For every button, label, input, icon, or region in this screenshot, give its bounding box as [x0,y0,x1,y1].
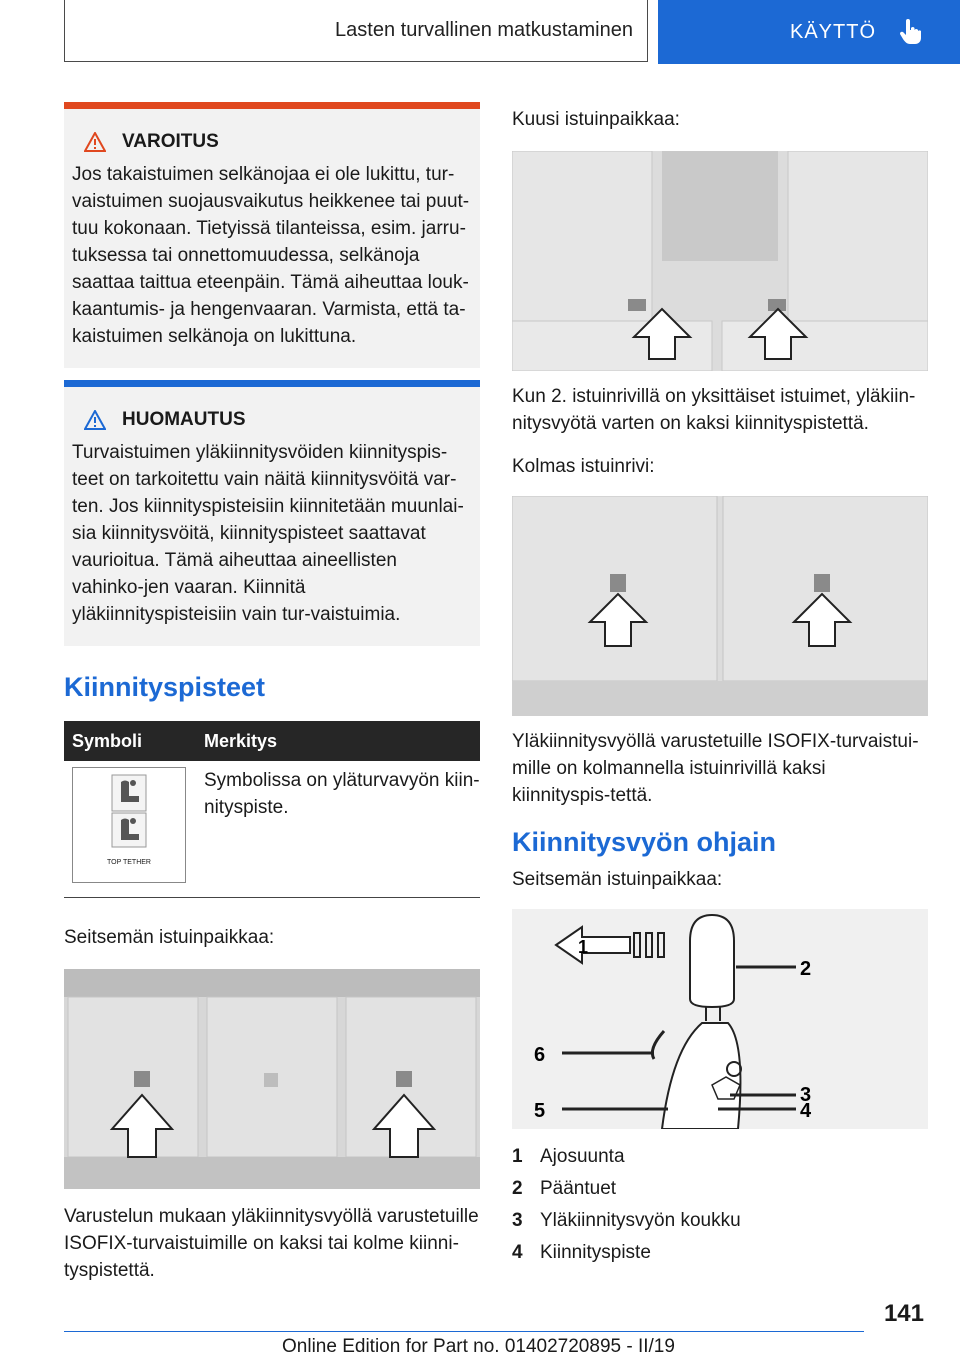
top-tether-symbol [72,767,186,883]
third-row-photo [512,496,928,716]
section-title-belt-guide: Kiinnitysvyön ohjain [512,827,777,857]
meaning-cell: Symbolissa on yläturvavyön kiin‐nityspiste. [204,770,480,818]
warning-box [64,102,480,368]
six-seats-label: Kuusi istuinpaikkaa: [512,109,680,130]
warning-text: Jos takaistuimen selkänojaa ei ole lukittu, tur‐vaistuimen suojausvaikutus heikkenee tai puut‐tuu kokonaan. Tietyissä tilanteissa, esim. jarru‐tuksessa tai onnettomuudessa, selkänoja saattaa taittua eteenpäin. Tämä aiheuttaa louk‐kaantumis- ja hengenvaaran. Varmista, että ta‐kaistuimen selkänoja on lukittuna. [72,164,470,347]
list-item: 1 Ajosuunta [512,1146,625,1167]
diagram-label-4: 4 [800,1100,812,1122]
section-tab[interactable] [658,0,960,64]
third-row-caption: Yläkiinnitysvyöllä varustetuille ISOFIX-turvaistui‐mille on kolmannella istuinrivillä kaksi kiinnityspis‐tettä. [512,731,919,806]
child-seat-anchor-icon [111,774,147,812]
seven-seat-photo [64,969,480,1189]
six-seats-caption: Kun 2. istuinrivillä on yksittäiset istuimet, yläkiin‐nitysvyötä varten on kaksi kiinnityspistettä. [512,386,916,434]
chapter-header [64,0,648,62]
warning-triangle-icon [84,132,106,152]
legend-list [512,1141,928,1269]
chapter-title: Lasten turvallinen matkustaminen [335,19,633,41]
diagram-label-6: 6 [534,1044,546,1066]
caution-triangle-icon [84,410,106,430]
diagram-label-5: 5 [534,1100,546,1122]
seven-seats-label: Seitsemän istuinpaikkaa: [64,927,275,948]
seven-seats-caption: Varustelun mukaan yläkiinnitysvyöllä varustetuille ISOFIX-turvaistuimille on kaksi tai kolme kiinni‐tyspistettä. [64,1206,479,1281]
belt-guide-diagram [512,909,928,1129]
list-item: 2 Pääntuet [512,1178,617,1199]
caution-text: Turvaistuimen yläkiinnitysvöiden kiinnityspis‐teet on tarkoitettu vain näitä kiinnitysvöitä var‐ten. Jos kiinnityspisteisiin kiinnitetään muunlai‐sia kiinnitysvöitä, kiinnityspisteet saattavat vaurioitua. Tämä aiheuttaa aineellisten vahinko‐jen vaaran. Kiinnitä yläkiinnityspisteisiin vain tur‐vaistuimia. [72,442,464,625]
footer-divider [64,1331,864,1332]
left-column [64,102,480,1284]
warning-heading [84,131,472,153]
seven-seats-label-2: Seitsemän istuinpaikkaa: [512,869,723,890]
table-row [64,761,480,893]
diagram-label-1: 1 [578,937,589,957]
third-row-label: Kolmas istuinrivi: [512,456,655,477]
diagram-label-3: 3 [800,1084,812,1106]
top-tether-caption: TOP TETHER [107,859,151,866]
warning-title: VAROITUS [122,131,219,152]
symbol-table [64,721,480,893]
section-title: KÄYTTÖ [790,20,877,43]
hand-pointer-icon [898,19,922,45]
caution-heading [84,409,472,431]
six-seat-photo [512,151,928,371]
list-item: 4 Kiinnityspiste [512,1242,651,1263]
diagram-label-2: 2 [800,958,812,980]
right-column [512,102,928,1269]
col-header-symbol: Symboli [64,721,196,761]
table-divider [64,897,480,898]
caution-box [64,380,480,646]
page-number: 141 [883,1300,924,1327]
col-header-meaning: Merkitys [196,721,480,761]
child-seat-tether-icon [111,812,147,848]
caution-title: HUOMAUTUS [122,409,246,430]
footer-edition: Online Edition for Part no. 01402720895 - II/19 [282,1336,675,1357]
section-title-anchor-points: Kiinnityspisteet [64,672,266,702]
list-item: 3 Yläkiinnitysvyön koukku [512,1210,741,1231]
